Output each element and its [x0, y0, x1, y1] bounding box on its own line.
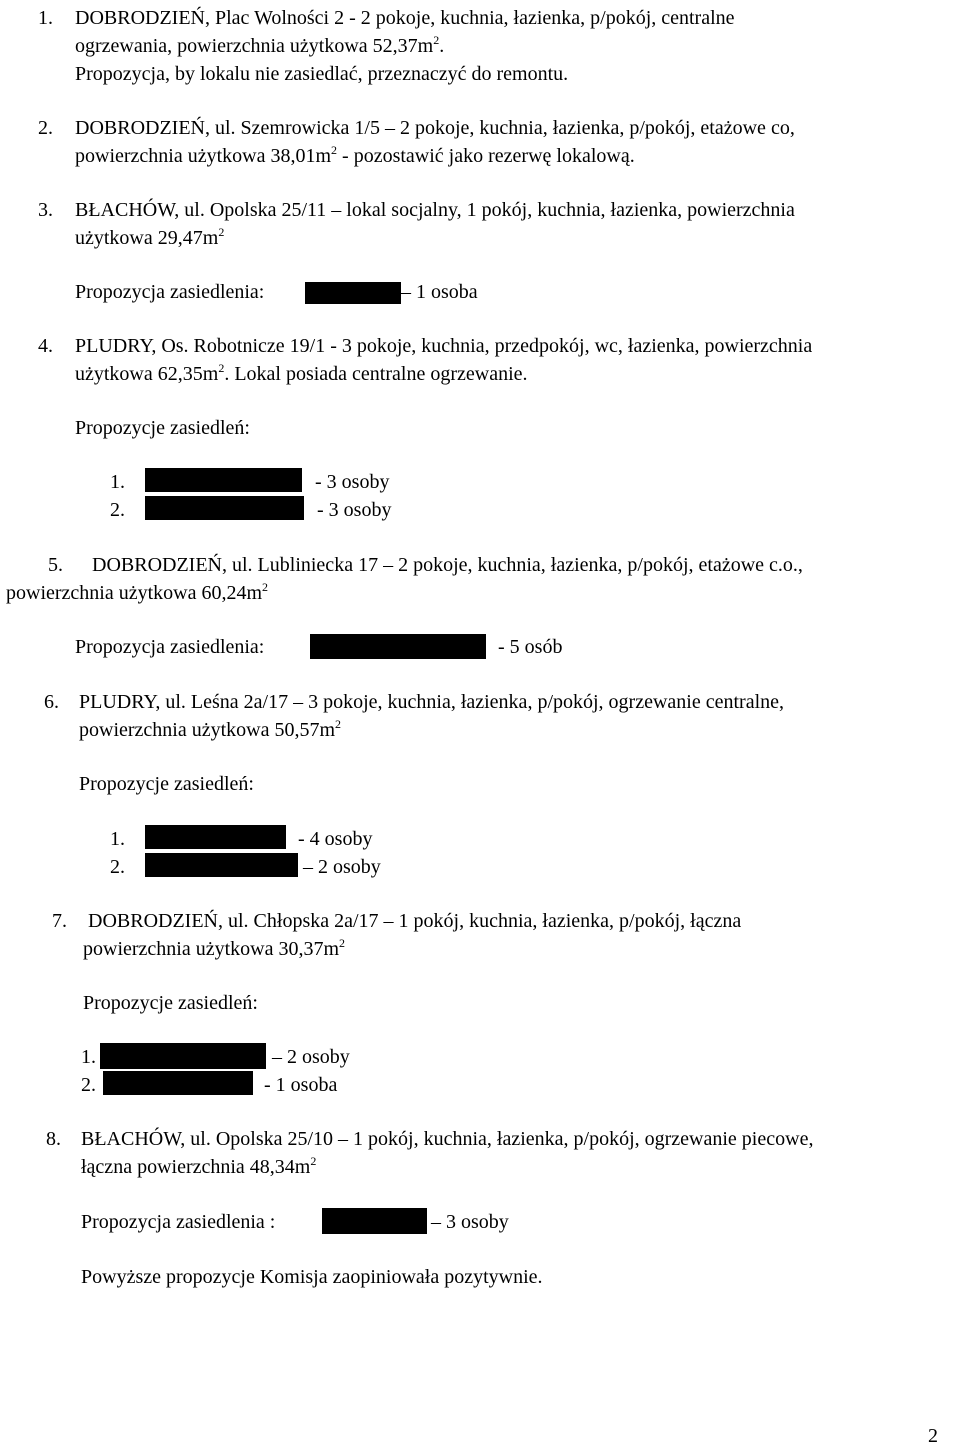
item-7-line-2: powierzchnia użytkowa $30,37m^2$ [83, 936, 346, 960]
item-3-line-1: BŁACHÓW, ul. Opolska 25/11 – lokal socjalny, 1 pokój, kuchnia, łazienka, powierzchnia [75, 199, 795, 221]
item-5-proposal-count: - 5 osób [498, 636, 563, 658]
item-8-number: 8. [46, 1128, 61, 1150]
item-3-proposal-count: – 1 osoba [401, 281, 478, 303]
item-7-line-1: DOBRODZIEŃ, ul. Chłopska 2a/17 – 1 pokój, kuchnia, łazienka, p/pokój, łączna [88, 910, 742, 932]
page-number: 2 [928, 1425, 938, 1447]
item-4-option-1-count: - 3 osoby [315, 471, 390, 493]
item-1-line-1: DOBRODZIEŃ, Plac Wolności 2 - 2 pokoje, kuchnia, łazienka, p/pokój, centralne [75, 7, 735, 29]
item-6-line-1: PLUDRY, ul. Leśna 2a/17 – 3 pokoje, kuchnia, łazienka, p/pokój, ogrzewanie centralne, [79, 691, 784, 713]
redaction-block [310, 634, 486, 659]
item-3-number: 3. [38, 199, 53, 221]
redaction-block [145, 825, 286, 849]
item-3-line-2: użytkowa $29,47m^2$ [75, 225, 225, 249]
redaction-block [145, 496, 304, 520]
redaction-block [145, 853, 298, 877]
item-4-option-2-count: - 3 osoby [317, 499, 392, 521]
item-6-number: 6. [44, 691, 59, 713]
closing-statement: Powyższe propozycje Komisja zaopiniowała pozytywnie. [81, 1266, 543, 1288]
item-7-option-2-count: - 1 osoba [264, 1074, 338, 1096]
item-6-option-2-number: 2. [110, 856, 125, 878]
item-8-proposal-label: Propozycja zasiedlenia : [81, 1211, 276, 1233]
item-4-proposal-label: Propozycje zasiedleń: [75, 417, 250, 439]
item-7-option-2-number: 2. [81, 1074, 96, 1096]
item-1-line-2: ogrzewania, powierzchnia użytkowa $52,37m^2$. [75, 33, 445, 57]
redaction-block [103, 1071, 253, 1095]
item-5-proposal-label: Propozycja zasiedlenia: [75, 636, 265, 658]
item-6-option-1-number: 1. [110, 828, 125, 850]
redaction-block [322, 1208, 427, 1234]
item-3-proposal-label: Propozycja zasiedlenia: [75, 281, 265, 303]
item-5-line-1: DOBRODZIEŃ, ul. Lubliniecka 17 – 2 pokoje, kuchnia, łazienka, p/pokój, etażowe c.o., [92, 554, 803, 576]
item-8-line-1: BŁACHÓW, ul. Opolska 25/10 – 1 pokój, kuchnia, łazienka, p/pokój, ogrzewanie piecowe, [81, 1128, 814, 1150]
item-7-option-1-number: 1. [81, 1046, 96, 1068]
item-4-option-1-number: 1. [110, 471, 125, 493]
item-1-line-3: Propozycja, by lokalu nie zasiedlać, przeznaczyć do remontu. [75, 63, 569, 85]
redaction-block [145, 468, 302, 492]
item-6-proposal-label: Propozycje zasiedleń: [79, 773, 254, 795]
item-5-number: 5. [48, 554, 63, 576]
item-7-number: 7. [52, 910, 67, 932]
item-6-line-2: powierzchnia użytkowa $50,57m^2$ [79, 717, 342, 741]
item-2-line-1: DOBRODZIEŃ, ul. Szemrowicka 1/5 – 2 pokoje, kuchnia, łazienka, p/pokój, etażowe co, [75, 117, 795, 139]
redaction-block [100, 1043, 266, 1069]
redaction-block [305, 282, 401, 304]
item-4-line-2: użytkowa $62,35m^2$. Lokal posiada centralne ogrzewanie. [75, 361, 528, 385]
item-4-number: 4. [38, 335, 53, 357]
item-8-proposal-count: – 3 osoby [431, 1211, 509, 1233]
item-6-option-2-count: – 2 osoby [303, 856, 381, 878]
item-6-option-1-count: - 4 osoby [298, 828, 373, 850]
item-8-line-2: łączna powierzchnia $48,34m^2$ [81, 1154, 317, 1178]
item-7-option-1-count: – 2 osoby [272, 1046, 350, 1068]
item-7-proposal-label: Propozycje zasiedleń: [83, 992, 258, 1014]
item-1-number: 1. [38, 7, 53, 29]
item-2-number: 2. [38, 117, 53, 139]
item-2-line-2: powierzchnia użytkowa $38,01m^2$ - pozostawić jako rezerwę lokalową. [75, 143, 635, 167]
item-4-line-1: PLUDRY, Os. Robotnicze 19/1 - 3 pokoje, kuchnia, przedpokój, wc, łazienka, powierzchnia [75, 335, 813, 357]
item-4-option-2-number: 2. [110, 499, 125, 521]
item-5-line-2: powierzchnia użytkowa $60,24m^2$ [6, 580, 269, 604]
